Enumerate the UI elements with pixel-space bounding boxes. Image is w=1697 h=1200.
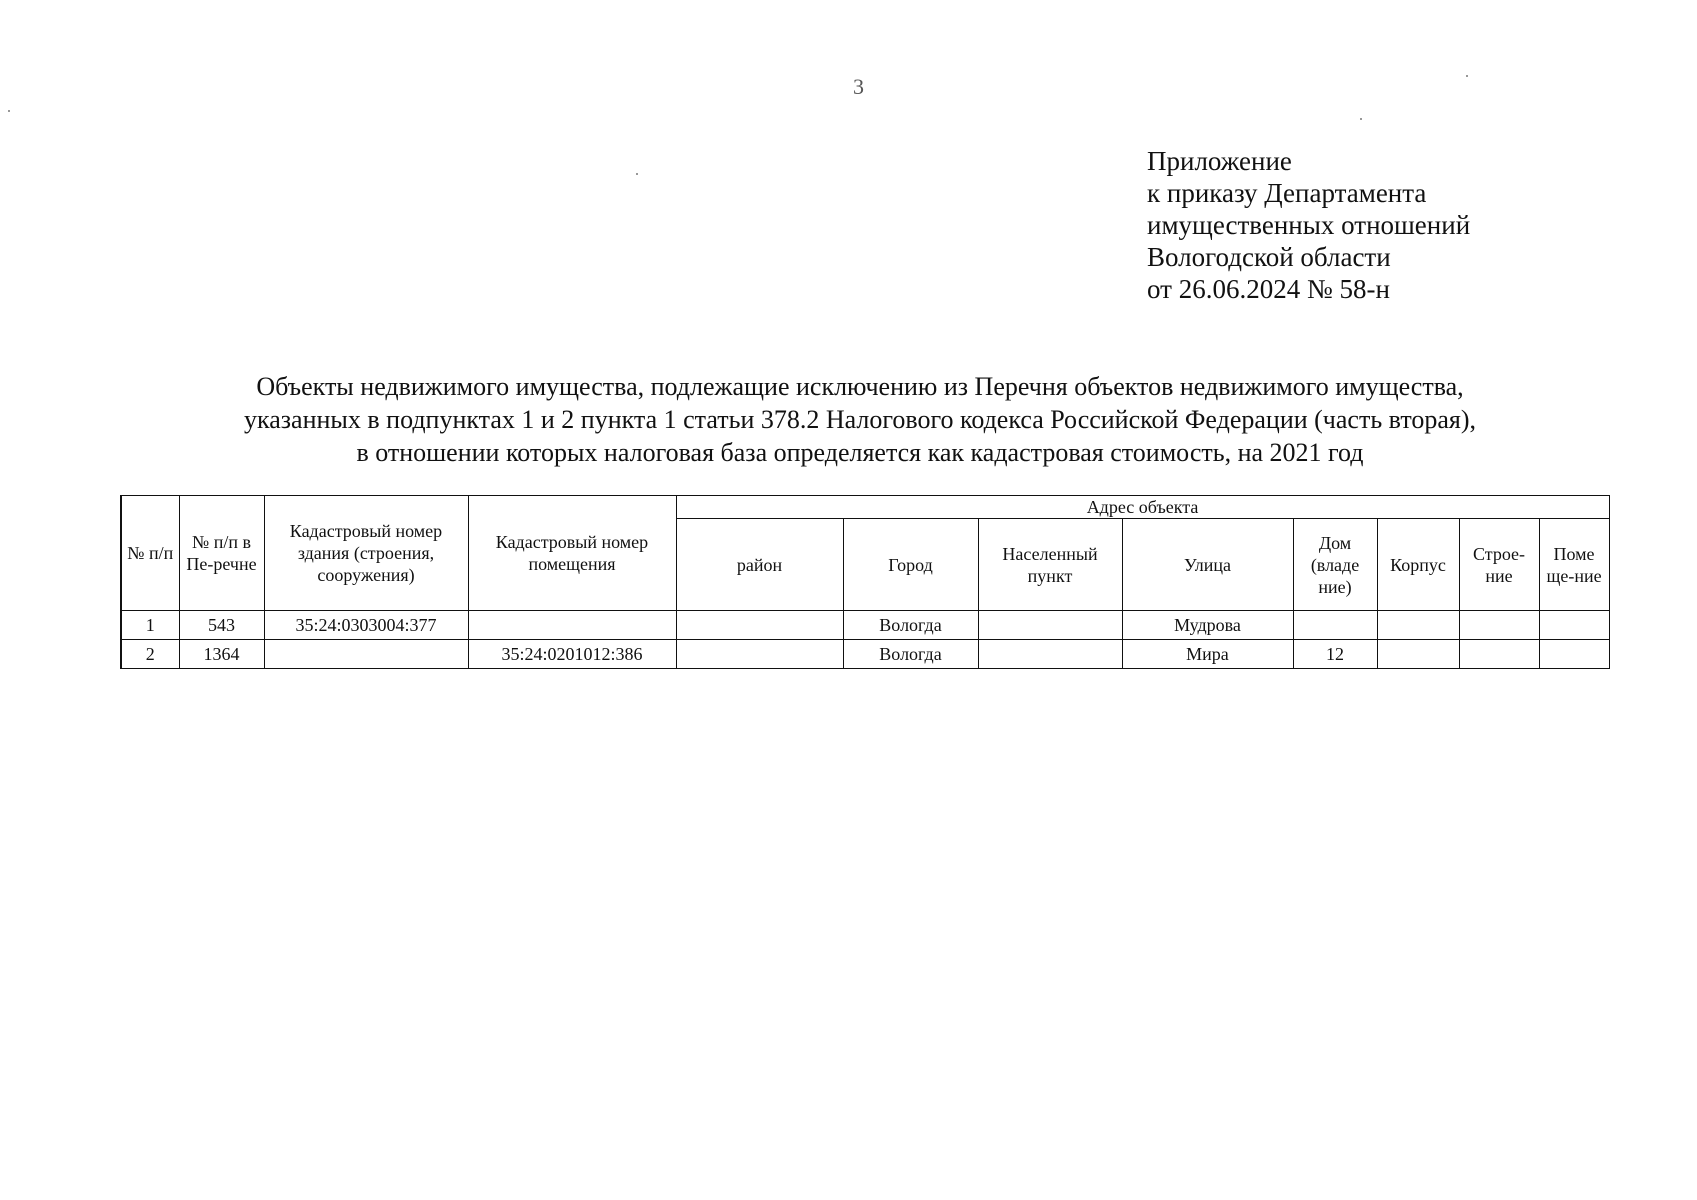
cell-list-num: 543 xyxy=(179,611,264,640)
objects-table xyxy=(120,495,1610,669)
header-corpus: Корпус xyxy=(1377,519,1459,611)
cell-street: Мира xyxy=(1122,640,1293,669)
cell-city: Вологда xyxy=(843,640,978,669)
cell-building-cadastral xyxy=(264,640,468,669)
header-premises: Поме ще-ние xyxy=(1539,519,1609,611)
cell-district xyxy=(676,640,843,669)
cell-corpus xyxy=(1377,611,1459,640)
scan-speck xyxy=(1466,75,1468,77)
cell-house: 12 xyxy=(1293,640,1377,669)
appendix-block xyxy=(1147,145,1470,305)
title-line: указанных в подпунктах 1 и 2 пункта 1 статьи 378.2 Налогового кодекса Российской Федерации (часть вторая), xyxy=(244,405,1476,434)
cell-corpus xyxy=(1377,640,1459,669)
cell-room-cadastral xyxy=(468,611,676,640)
title-line: в отношении которых налоговая база определяется как кадастровая стоимость, на 2021 год xyxy=(356,438,1364,467)
appendix-line: к приказу Департамента xyxy=(1147,178,1427,208)
title-line: Объекты недвижимого имущества, подлежащие исключению из Перечня объектов недвижимого имущества, xyxy=(256,372,1464,401)
header-address-group: Адрес объекта xyxy=(676,496,1609,519)
appendix-line: имущественных отношений xyxy=(1147,210,1471,240)
header-building-cadastral: Кадастровый номер здания (строения, сооружения) xyxy=(264,496,468,611)
cell-list-num: 1364 xyxy=(179,640,264,669)
header-room-cadastral: Кадастровый номер помещения xyxy=(468,496,676,611)
table-row xyxy=(121,611,1609,640)
cell-structure xyxy=(1459,611,1539,640)
page-number: 3 xyxy=(853,74,864,99)
cell-street: Мудрова xyxy=(1122,611,1293,640)
scan-speck xyxy=(8,110,10,112)
cell-structure xyxy=(1459,640,1539,669)
cell-premises xyxy=(1539,640,1609,669)
scan-speck xyxy=(1360,118,1362,120)
document-title xyxy=(150,370,1570,469)
cell-locality xyxy=(978,640,1122,669)
appendix-line: Вологодской области xyxy=(1147,242,1391,272)
header-street: Улица xyxy=(1122,519,1293,611)
scan-speck xyxy=(636,173,638,175)
appendix-line: от 26.06.2024 № 58-н xyxy=(1147,274,1390,304)
cell-num: 1 xyxy=(121,611,179,640)
appendix-line: Приложение xyxy=(1147,146,1292,176)
cell-district xyxy=(676,611,843,640)
table-row xyxy=(121,640,1609,669)
header-city: Город xyxy=(843,519,978,611)
header-locality: Населенный пункт xyxy=(978,519,1122,611)
header-structure: Строе-ние xyxy=(1459,519,1539,611)
header-district: район xyxy=(676,519,843,611)
header-num: № п/п xyxy=(121,496,179,611)
cell-num: 2 xyxy=(121,640,179,669)
cell-locality xyxy=(978,611,1122,640)
cell-premises xyxy=(1539,611,1609,640)
header-house: Дом (владе ние) xyxy=(1293,519,1377,611)
cell-building-cadastral: 35:24:0303004:377 xyxy=(264,611,468,640)
header-list-num: № п/п в Пе-речне xyxy=(179,496,264,611)
cell-house xyxy=(1293,611,1377,640)
cell-room-cadastral: 35:24:0201012:386 xyxy=(468,640,676,669)
cell-city: Вологда xyxy=(843,611,978,640)
